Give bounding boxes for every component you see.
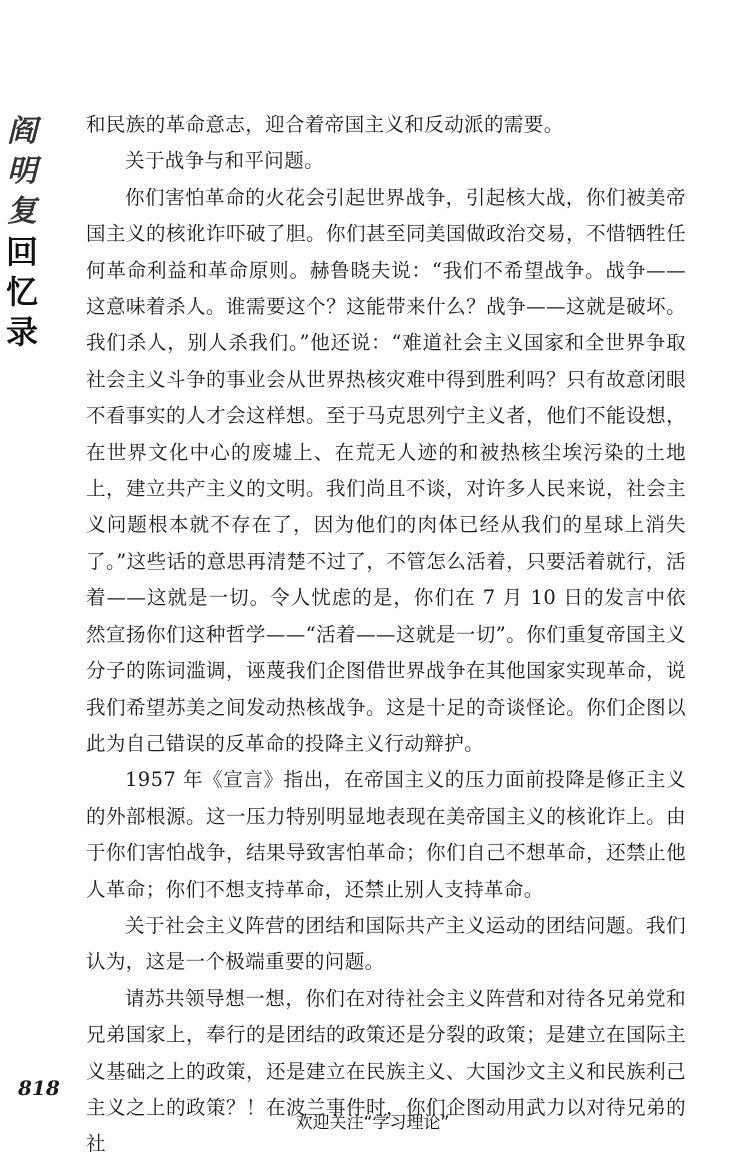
book-title-char: 忆 — [5, 273, 38, 311]
paragraph: 请苏共领导想一想，你们在对待社会主义阵营和对待各兄弟党和兄弟国家上，奉行的是团结的政策还是分裂的政策；是建立在国际主义基础之上的政策，还是建立在民族主义、大国沙文主义和民族利己主义之上的政策？！在波兰事件时，你们企图动用武力以对待兄弟的社 — [86, 986, 686, 1156]
paragraph: 和民族的革命意志，迎合着帝国主义和反动派的需要。 — [86, 113, 564, 136]
book-title-char: 阎 — [7, 114, 37, 149]
paragraph: 关于战争与和平问题。 — [125, 149, 325, 173]
book-title-char: 复 — [7, 194, 37, 229]
book-title-char: 明 — [7, 154, 37, 189]
paragraph: 关于社会主义阵营的团结和国际共产主义运动的团结问题。我们认为，这是一个极端重要的问题。 — [86, 913, 686, 974]
book-title-vertical — [2, 112, 42, 352]
book-title-char: 录 — [5, 313, 38, 351]
page-number: 818 — [18, 1076, 60, 1100]
footer-note: 欢迎关注“学习理论” — [295, 1113, 450, 1133]
book-title-char: 回 — [5, 233, 38, 271]
paragraph: 你们害怕革命的火花会引起世界战争，引起核大战，你们被美帝国主义的核讹诈吓破了胆。你们甚至同美国做政治交易，不惜牺牲任何革命利益和革命原则。赫鲁晓夫说：“我们不希望战争。战争——这意味着杀人。谁需要这个？这能带来什么？战争——这就是破坏。我们杀人，别人杀我们。”他还说：“难道社会主义国家和全世界争取社会主义斗争的事业会从世界热核灾难中得到胜利吗？只有故意闭眼不看事实的人才会这样想。至于马克思列宁主义者，他们不能设想，在世界文化中心的废墟上、在荒无人迹的和被热核尘埃污染的土地上，建立共产主义的文明。我们尚且不谈，对许多人民来说，社会主义问题根本就不存在了，因为他们的肉体已经从我们的星球上消失了。”这些话的意思再清楚不过了，不管怎么活着，只要活着就行，活着——这就是一切。令人忧虑的是，你们在 7 月 10 日的发言中依然宣扬你们这种哲学——“活着——这就是一切”。你们重复帝国主义分子的陈词滥调，诬蔑我们企图借世界战争在其他国家实现革命，说我们希望苏美之间发动热核战争。这是十足的奇谈怪论。你们企图以此为自己错误的反革命的投降主义行动辩护。 — [86, 185, 686, 755]
body-text — [86, 107, 686, 1163]
paragraph: 1957 年《宣言》指出，在帝国主义的压力面前投降是修正主义的外部根源。这一压力特别明显地表现在美帝国主义的核讹诈上。由于你们害怕战争，结果导致害怕革命；你们自己不想革命，还禁止他人革命；你们不想支持革命，还禁止别人支持革命。 — [86, 768, 686, 901]
